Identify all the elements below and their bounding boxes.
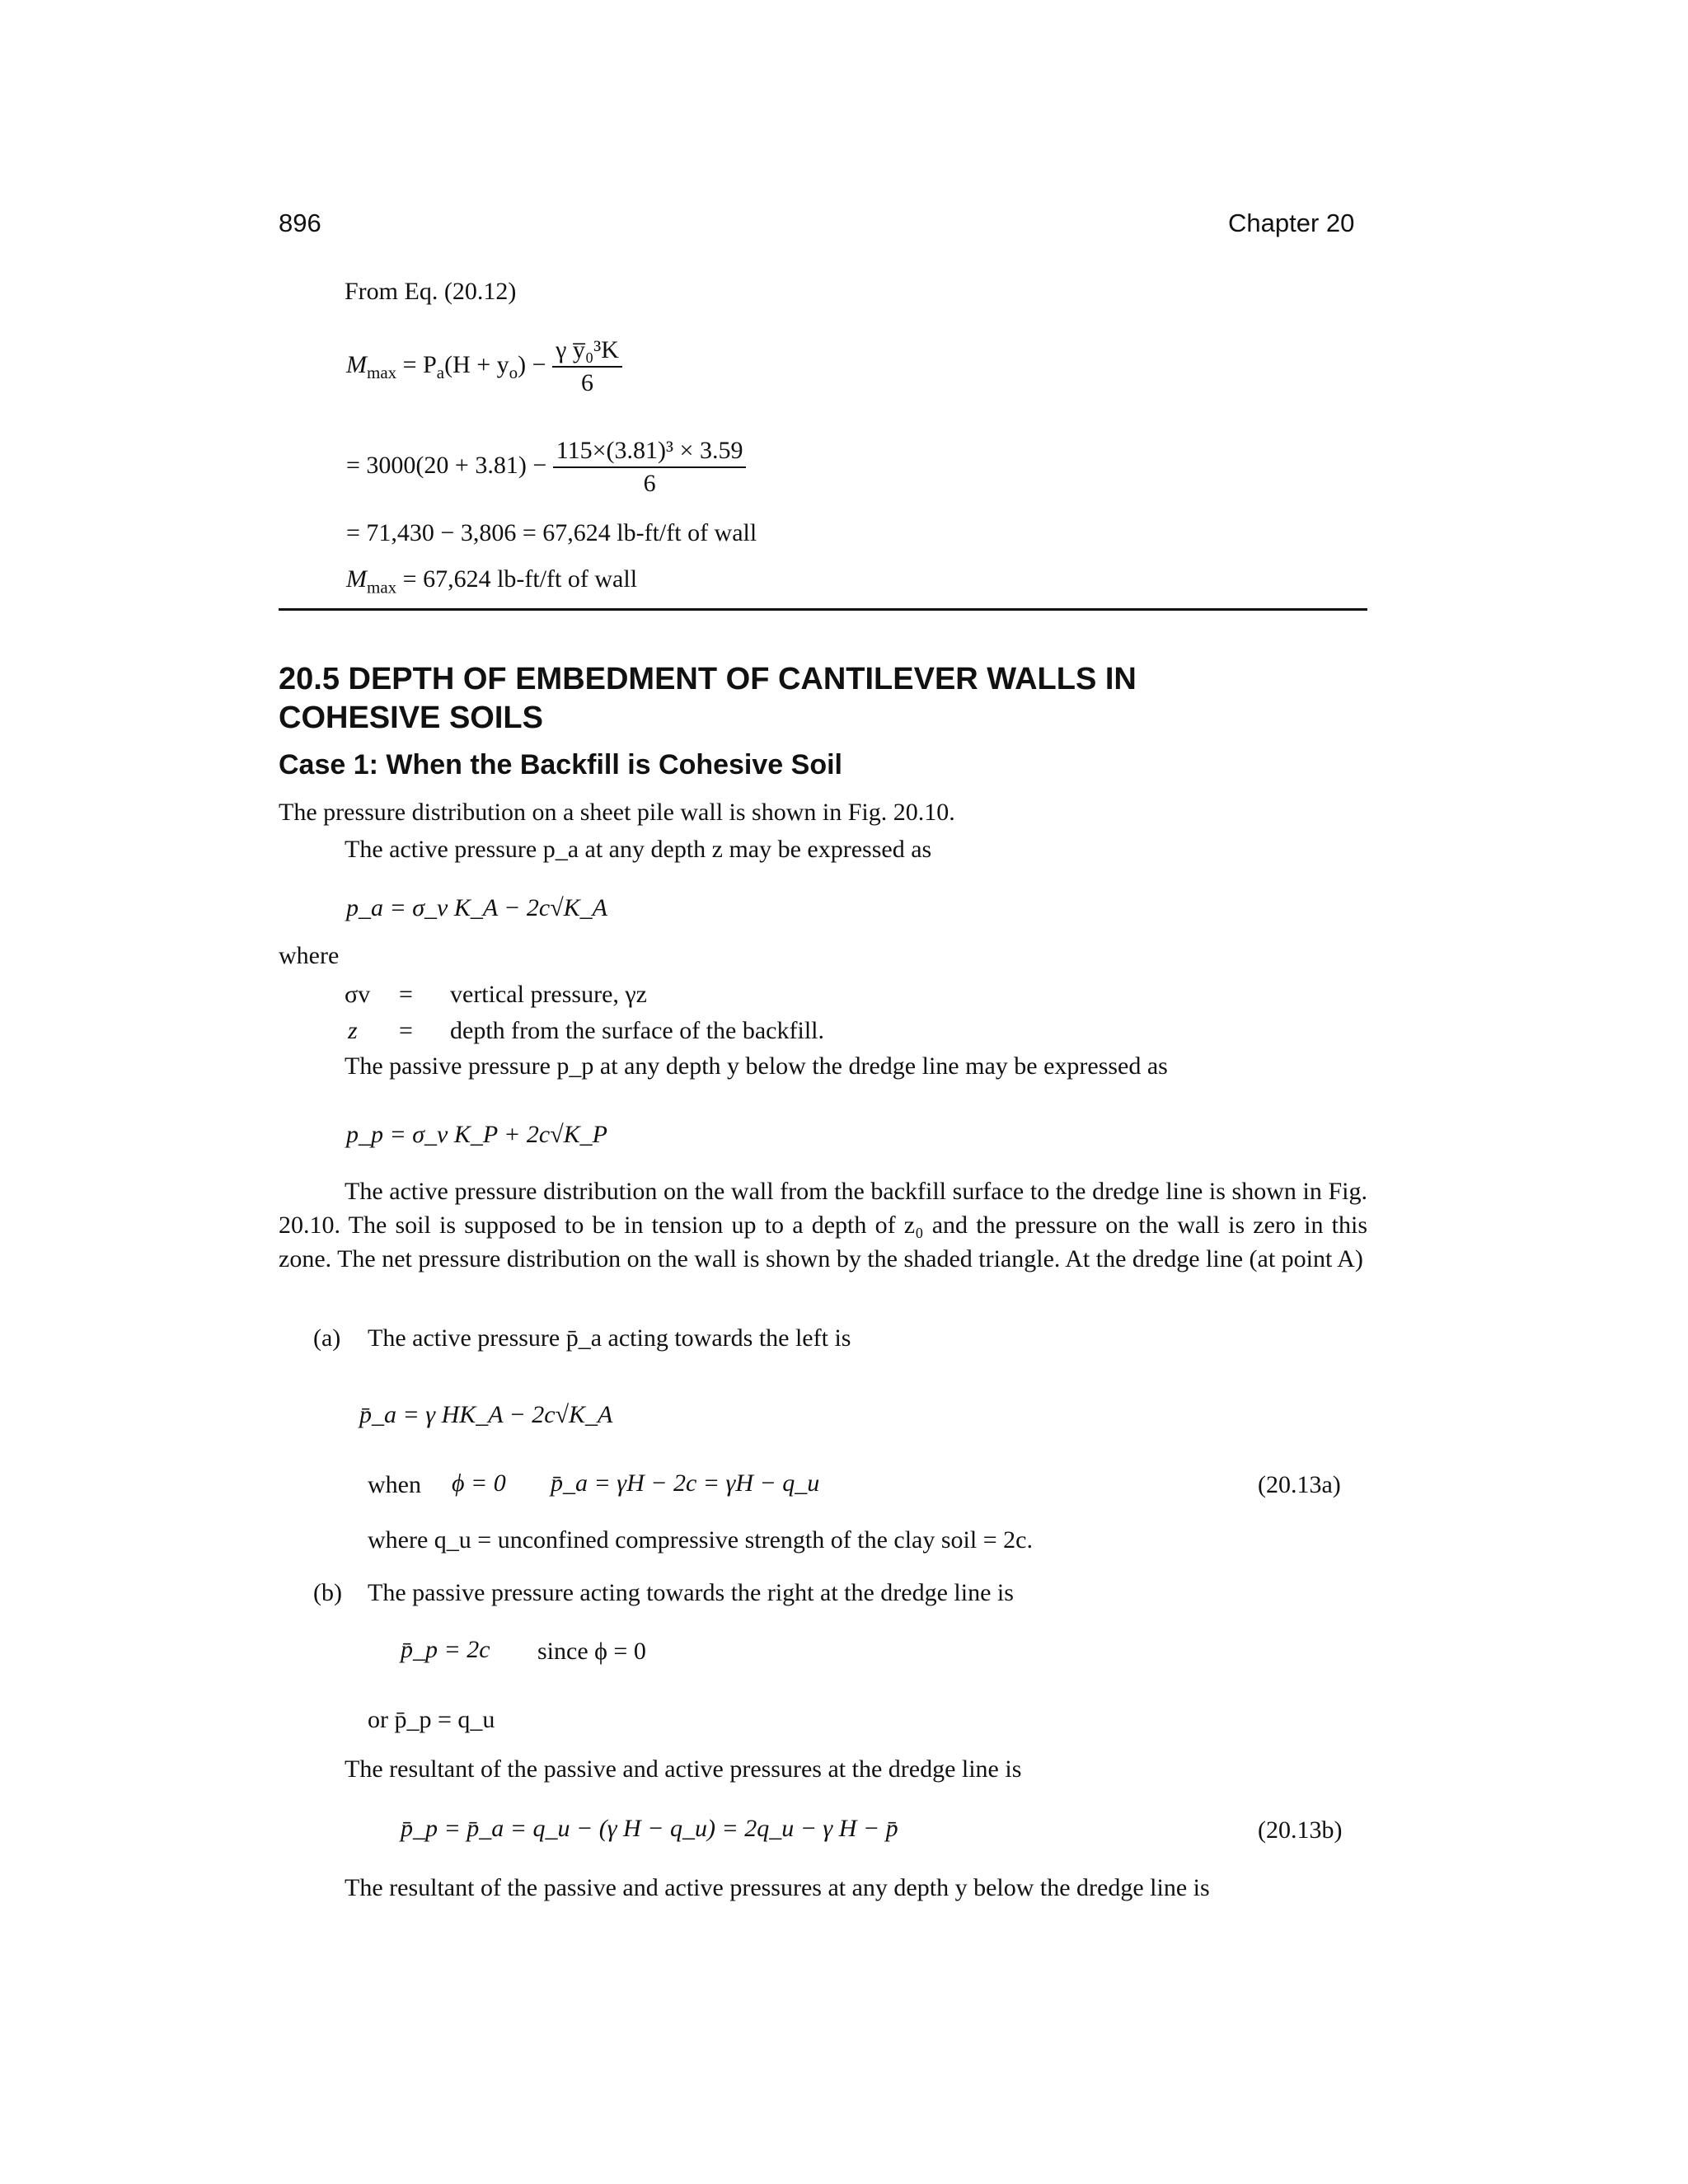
def-z-symbol: z: [348, 1017, 358, 1044]
from-eq-text: From Eq. (20.12): [345, 278, 517, 305]
when-condition: ϕ = 0: [452, 1469, 506, 1497]
equation-number-b: (20.13b): [1258, 1816, 1343, 1844]
case-heading: Case 1: When the Backfill is Cohesive Soil: [279, 749, 842, 780]
result-line: [346, 564, 637, 598]
def-sigma-symbol: σv: [345, 981, 371, 1008]
def-z-eq: =: [399, 1017, 413, 1044]
example-end-rule: [279, 608, 1367, 611]
substitution-numerator: 115×(3.81)³ × 3.59: [553, 437, 747, 468]
value-line: = 71,430 − 3,806 = 67,624 lb-ft/ft of wall: [346, 519, 757, 546]
intro-line1: The pressure distribution on a sheet pile wall is shown in Fig. 20.10.: [279, 799, 955, 826]
substitution-line: [346, 437, 746, 498]
where-label: where: [279, 942, 340, 969]
active-pressure-equation: p_a = σ_v K_A − 2c√K_A: [346, 894, 608, 921]
mmax-symbol: M: [346, 350, 367, 378]
mmax-fraction-numerator: γ y̅₀³K: [552, 336, 622, 368]
last-line: The resultant of the passive and active pressures at any depth y below the dredge line is: [345, 1874, 1210, 1901]
or-equation: or p̄_p = q_u: [368, 1706, 495, 1733]
section-heading-line2: COHESIVE SOILS: [279, 701, 543, 735]
intro-line2: The active pressure p_a at any depth z may be expressed as: [345, 836, 932, 863]
where-qu-text: where q_u = unconfined compressive strength of the clay soil = 2c.: [368, 1526, 1033, 1554]
mmax-rhs-close: ) −: [518, 350, 546, 378]
item-a-label: (a): [313, 1324, 341, 1352]
mmax-fraction: [552, 336, 622, 397]
item-b-label: (b): [313, 1579, 342, 1606]
equation-number-a: (20.13a): [1258, 1471, 1341, 1498]
mmax-subscript: max: [367, 363, 397, 383]
section-heading-line1: 20.5 DEPTH OF EMBEDMENT OF CANTILEVER WALLS IN: [279, 662, 1137, 696]
mmax-rhs-start: = P: [402, 350, 437, 378]
mmax-rhs-o: o: [509, 363, 518, 383]
when-equation: p̄_a = γH − 2c = γH − q_u: [551, 1469, 820, 1497]
result-subscript: max: [367, 577, 397, 598]
item-b-text: The passive pressure acting towards the right at the dredge line is: [368, 1579, 1014, 1606]
resultant-text: The resultant of the passive and active pressures at the dredge line is: [345, 1755, 1022, 1783]
mmax-formula: [346, 336, 622, 397]
substitution-fraction: [553, 437, 747, 498]
pp-bar-equation: p̄_p = 2c: [401, 1636, 490, 1663]
chapter-label: Chapter 20: [1228, 209, 1355, 237]
def-sigma-eq: =: [399, 981, 413, 1008]
mmax-fraction-denominator: 6: [581, 369, 594, 396]
def-z-text: depth from the surface of the backfill.: [450, 1017, 824, 1044]
since-condition: since ϕ = 0: [537, 1638, 646, 1665]
resultant-equation: p̄_p = p̄_a = q_u − (γ H − q_u) = 2q_u − γ H − p̄: [401, 1815, 898, 1842]
passive-pressure-equation: p_p = σ_v K_P + 2c√K_P: [346, 1121, 608, 1148]
passive-intro: The passive pressure p_p at any depth y below the dredge line may be expressed as: [345, 1052, 1168, 1080]
page-number: 896: [279, 209, 321, 237]
result-symbol: M: [346, 565, 367, 593]
substitution-lead: = 3000(20 + 3.81) −: [346, 451, 547, 479]
when-label: when: [368, 1471, 421, 1498]
def-sigma-text: vertical pressure, γz: [450, 981, 647, 1008]
result-rhs: = 67,624 lb-ft/ft of wall: [402, 565, 638, 593]
mmax-rhs-a: a: [436, 363, 445, 383]
mmax-rhs-mid: (H + y: [444, 350, 509, 378]
substitution-denominator: 6: [643, 470, 656, 497]
item-a-text: The active pressure p̄_a acting towards the left is: [368, 1324, 851, 1352]
main-paragraph: The active pressure distribution on the wall from the backfill surface to the dredge line is shown in Fig. 20.10. The soil is supposed to be in tension up to a depth of z₀ and the pressure on the wall is zero in this zone. The net pressure distribution on the wall is shown by the shaded triangle. At the dredge line (at point A): [279, 1178, 1367, 1272]
pa-bar-equation: p̄_a = γ HK_A − 2c√K_A: [359, 1401, 613, 1428]
